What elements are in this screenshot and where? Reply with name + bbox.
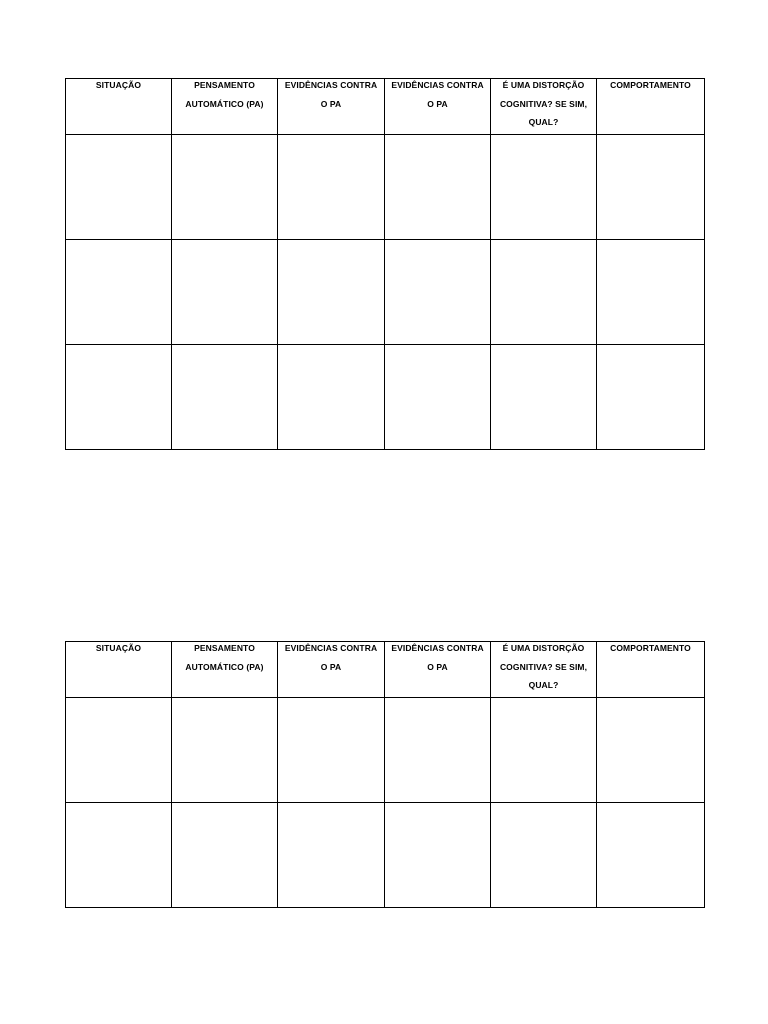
table-cell[interactable] [491,345,597,450]
column-header-situacao: SITUAÇÃO [66,79,172,135]
table-row [66,240,705,345]
table-cell[interactable] [491,135,597,240]
table-cell[interactable] [278,345,385,450]
table-cell[interactable] [278,803,385,908]
column-header-pensamento-automatico: PENSAMENTO AUTOMÁTICO (PA) [172,642,278,698]
table-cell[interactable] [597,135,705,240]
table-cell[interactable] [172,240,278,345]
table-row [66,803,705,908]
column-header-evidencias-contra-2: EVIDÊNCIAS CONTRA O PA [385,79,491,135]
table-cell[interactable] [66,698,172,803]
table-row [66,345,705,450]
table-cell[interactable] [278,135,385,240]
table-cell[interactable] [172,345,278,450]
table-cell[interactable] [491,803,597,908]
table-cell[interactable] [385,803,491,908]
table-cell[interactable] [172,803,278,908]
column-header-evidencias-contra-2: EVIDÊNCIAS CONTRA O PA [385,642,491,698]
table-cell[interactable] [66,135,172,240]
thought-record-table-1 [65,78,705,450]
table-cell[interactable] [597,240,705,345]
column-header-evidencias-contra-1: EVIDÊNCIAS CONTRA O PA [278,642,385,698]
column-header-evidencias-contra-1: EVIDÊNCIAS CONTRA O PA [278,79,385,135]
table-cell[interactable] [278,240,385,345]
column-header-distorcao-cognitiva: É UMA DISTORÇÃO COGNITIVA? SE SIM, QUAL? [491,642,597,698]
table-cell[interactable] [66,240,172,345]
table-cell[interactable] [385,698,491,803]
header-row [66,642,705,698]
table-cell[interactable] [66,345,172,450]
table-cell[interactable] [172,698,278,803]
table-row [66,135,705,240]
table-row [66,698,705,803]
column-header-distorcao-cognitiva: É UMA DISTORÇÃO COGNITIVA? SE SIM, QUAL? [491,79,597,135]
table-cell[interactable] [597,345,705,450]
table-cell[interactable] [491,240,597,345]
table-cell[interactable] [385,135,491,240]
table-cell[interactable] [385,240,491,345]
column-header-comportamento: COMPORTAMENTO [597,79,705,135]
column-header-comportamento: COMPORTAMENTO [597,642,705,698]
column-header-pensamento-automatico: PENSAMENTO AUTOMÁTICO (PA) [172,79,278,135]
table-cell[interactable] [172,135,278,240]
header-row [66,79,705,135]
column-header-situacao: SITUAÇÃO [66,642,172,698]
table-cell[interactable] [66,803,172,908]
table-cell[interactable] [278,698,385,803]
table-cell[interactable] [597,803,705,908]
table-cell[interactable] [597,698,705,803]
table-cell[interactable] [385,345,491,450]
table-cell[interactable] [491,698,597,803]
thought-record-table-2 [65,641,705,908]
